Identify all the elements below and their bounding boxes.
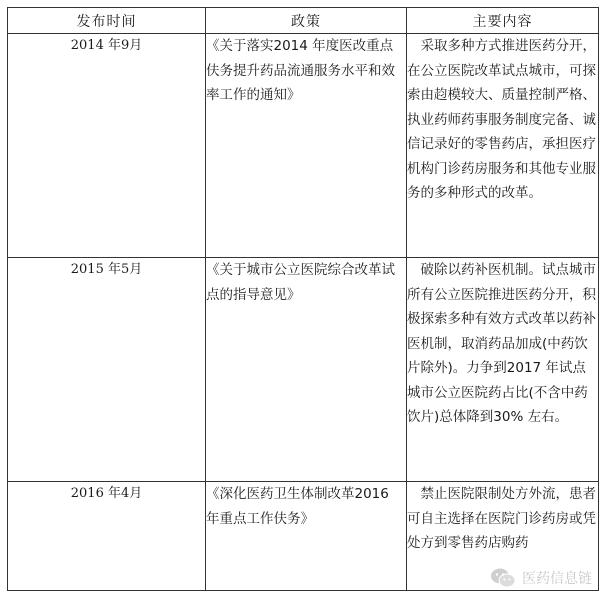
header-date: 发布时间 [8,8,206,34]
table-row [8,258,599,482]
row-policy: 《深化医药卫生体制改革2016 年重点工作伕务》 [206,482,407,591]
row-date: 2014 年9月 [8,34,206,258]
row-content [407,258,599,482]
header-policy: 政策 [206,8,407,34]
row-content [407,34,599,258]
row-policy: 《关于落实2014 年度医改重点伕务提升药品流通服务水平和效率工作的通知》 [206,34,407,258]
table-row [8,34,599,258]
watermark [490,567,592,589]
watermark-text: 医药信息链 [522,571,592,587]
row-date: 2015 年5月 [8,258,206,482]
row-content-text: 采取多种方式推进医药分开，在公立医院改革试点城市，可探索由赹模较大、质量控制严格、执业药师药事服务制度完备、诚信记录好的零售药店，承担医疗机构门诊药房服务和其他专业服务的多种形式的改革。 [407,38,596,201]
row-date: 2016 年4月 [8,482,206,591]
row-content-text: 破除以药补医机制。试点城市所有公立医院推进医药分开，积极探索多种有效方式改革以药补医机制，取消药品加成(中药饮片除外)。力争到2017 年试点城市公立医院药占比(不含中药饮片)总体降到30% 左右。 [407,262,596,425]
header-row [8,8,599,34]
wechat-icon [490,567,516,589]
policy-table [7,7,599,591]
header-content: 主要内容 [407,8,599,34]
row-policy: 《关于城市公立医院综合改革试点的指导意见》 [206,258,407,482]
row-content-text: 禁止医院限制处方外流，患者可自主选择在医院门诊药房或凭处方到零售药店购药 [407,486,596,551]
